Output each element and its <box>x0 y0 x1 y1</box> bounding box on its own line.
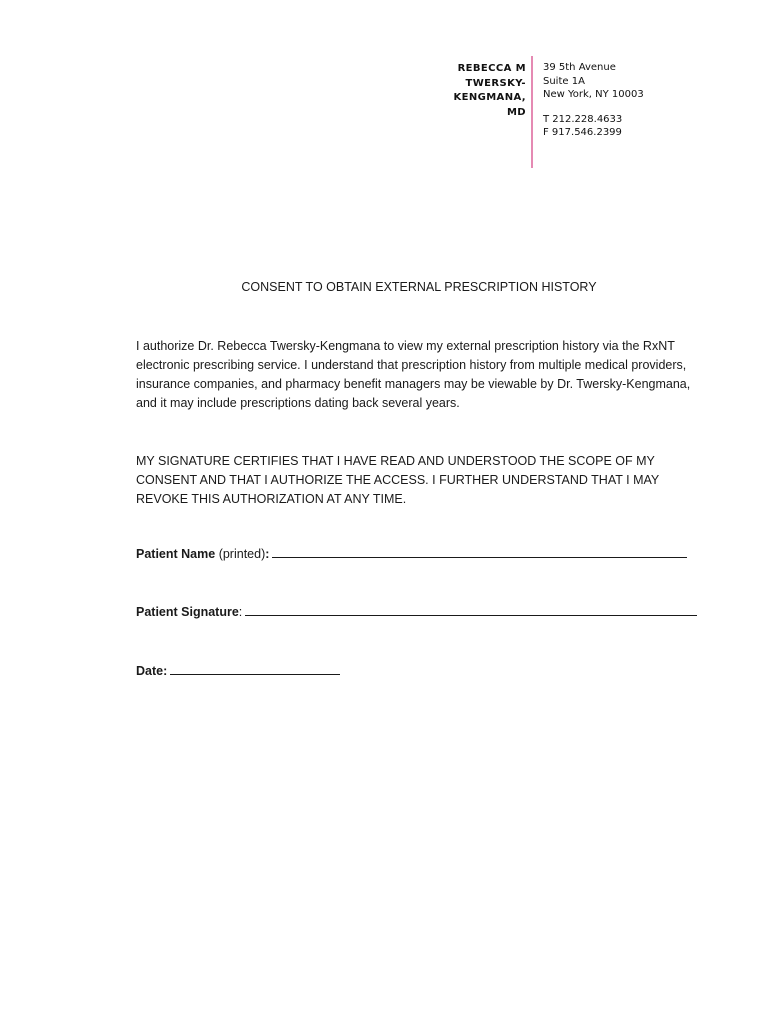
certification-paragraph: MY SIGNATURE CERTIFIES THAT I HAVE READ AND UNDERSTOOD THE SCOPE OF MY CONSENT AND THAT I AUTHORIZE THE ACCESS. I FURTHER UNDERSTAND THAT I MAY REVOKE THIS AUTHORIZATION AT ANY TIME. <box>136 454 659 506</box>
authorization-paragraph: I authorize Dr. Rebecca Twersky-Kengmana to view my external prescription history via the RxNT electronic prescribing service. I understand that prescription history from multiple medical providers, insurance companies, and pharmacy benefit managers may be viewable by Dr. Twersky-Kengmana, and it may include prescriptions dating back several years. <box>136 339 691 410</box>
letterhead-address <box>543 61 644 140</box>
patient-signature-colon: : <box>238 605 243 619</box>
patient-signature-field <box>136 604 697 619</box>
date-label: Date: <box>136 664 168 678</box>
address-suite: Suite 1A <box>543 75 585 87</box>
patient-signature-label: Patient Signature <box>136 605 239 619</box>
patient-name-field <box>136 546 687 561</box>
document-title: CONSENT TO OBTAIN EXTERNAL PRESCRIPTION HISTORY <box>241 280 597 294</box>
address-fax: F 917.546.2399 <box>543 127 622 138</box>
letterhead-doctor-name <box>440 62 526 120</box>
date-field <box>136 663 340 678</box>
letterhead-name-line-2: TWERSKY- <box>465 77 526 89</box>
patient-name-label: Patient Name <box>136 547 216 561</box>
address-phone: T 212.228.4633 <box>543 113 623 125</box>
patient-name-suffix: (printed) <box>218 547 266 561</box>
address-city: New York, NY 10003 <box>543 89 644 100</box>
patient-name-colon: : <box>265 547 270 561</box>
address-street: 39 5th Avenue <box>543 62 616 73</box>
letterhead-name-line-4: MD <box>506 106 526 118</box>
letterhead-name-line-3: KENGMANA, <box>453 92 526 103</box>
letterhead-name-line-1: REBECCA M <box>457 63 526 74</box>
date-line[interactable] <box>170 663 340 675</box>
letterhead-divider <box>531 56 533 168</box>
patient-name-line[interactable] <box>272 546 687 558</box>
patient-signature-line[interactable] <box>245 604 697 616</box>
